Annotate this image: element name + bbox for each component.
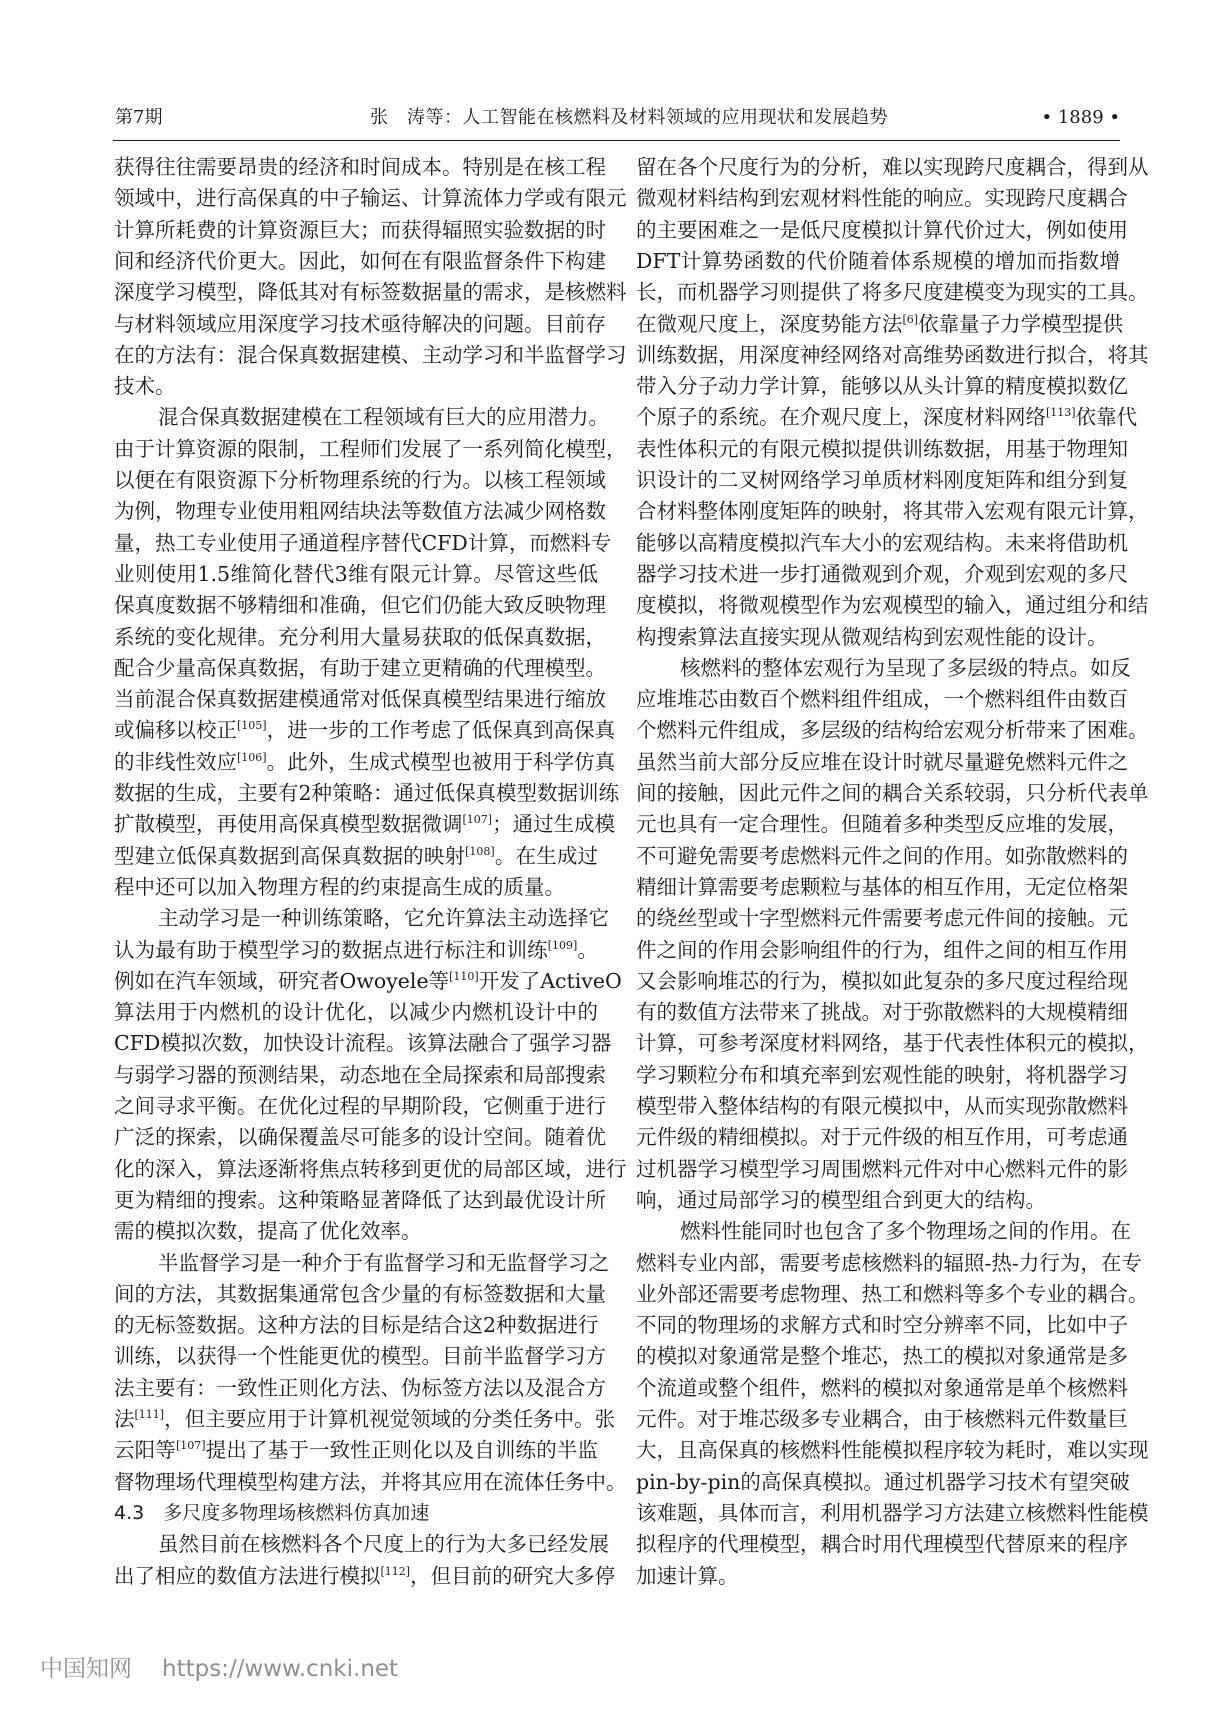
- text-line: 获得往往需要昂贵的经济和时间成本。特别是在核工程: [114, 155, 606, 179]
- text-line: 的无标签数据。这种方法的目标是结合这2种数据进行: [114, 1313, 599, 1338]
- text-line: 不同的物理场的求解方式和时空分辨率不同，比如中子: [636, 1313, 1128, 1338]
- text-line: 训练，以获得一个性能更优的模型。目前半监督学习方: [114, 1344, 606, 1369]
- text-line: 扩散模型，再使用高保真模型数据微调[107]；通过生成模: [114, 812, 616, 837]
- text-line: 间的接触，因此元件之间的耦合关系较弱，只分析代表单: [636, 781, 1149, 805]
- text-line: 的主要困难之一是低尺度模拟计算代价过大，例如使用: [636, 217, 1128, 242]
- citation-ref[interactable]: [6]: [902, 312, 919, 326]
- text-line: 加速计算。: [636, 1563, 739, 1588]
- running-title: 张 涛等：人工智能在核燃料及材料领域的应用现状和发展趋势: [370, 107, 888, 128]
- header-rule: [113, 140, 1120, 141]
- text-line: 间的方法，其数据集通常包含少量的有标签数据和大量: [114, 1281, 606, 1306]
- text-line: 学习颗粒分布和填充率到宏观性能的映射，将机器学习: [636, 1062, 1128, 1087]
- text-line: 微观材料结构到宏观材料性能的响应。实现跨尺度耦合: [636, 186, 1128, 211]
- text-line: 的模拟对象通常是整个堆芯，热工的模拟对象通常是多: [636, 1344, 1128, 1369]
- text-line: 长，而机器学习则提供了将多尺度建模变为现实的工具。: [636, 280, 1149, 305]
- text-line: 留在各个尺度行为的分析，难以实现跨尺度耦合，得到从: [636, 155, 1149, 179]
- text-line: pin-by-pin的高保真模拟。通过机器学习技术有望突破: [636, 1469, 1130, 1494]
- text-line: 型建立低保真数据到高保真数据的映射[108]。在生成过: [114, 843, 599, 868]
- text-line: 保真度数据不够精细和准确，但它们仍能大致反映物理: [114, 593, 606, 618]
- text-line: 出了相应的数值方法进行模拟[112]，但目前的研究大多停: [114, 1563, 616, 1588]
- text-line: 燃料性能同时也包含了多个物理场之间的作用。在: [680, 1219, 1131, 1244]
- text-line: 领域中，进行高保真的中子输运、计算流体力学或有限元: [114, 186, 627, 211]
- text-line: 为例，物理专业使用粗网结块法等数值方法减少网格数: [114, 499, 606, 524]
- text-line: 例如在汽车领域，研究者Owoyele等[110]开发了ActiveO: [114, 968, 622, 993]
- text-line: 个原子的系统。在介观尺度上，深度材料网络[113]依靠代: [636, 405, 1138, 430]
- text-line: 法主要有：一致性正则化方法、伪标签方法以及混合方: [114, 1375, 606, 1400]
- text-line: 带入分子动力学计算，能够以从头计算的精度模拟数亿: [636, 374, 1128, 399]
- text-line: 虽然当前大部分反应堆在设计时就尽量避免燃料元件之: [636, 749, 1128, 774]
- text-line: 训练数据，用深度神经网络对高维势函数进行拟合，将其: [636, 342, 1149, 367]
- text-line: 配合少量高保真数据，有助于建立更精确的代理模型。: [114, 655, 606, 680]
- text-line: 核燃料的整体宏观行为呈现了多层级的特点。如反: [680, 655, 1131, 680]
- issue-number: 第7期: [115, 107, 163, 128]
- text-line: 广泛的探索，以确保覆盖尽可能多的设计空间。随着优: [114, 1125, 606, 1150]
- text-line: 法[111]，但主要应用于计算机视觉领域的分类任务中。张: [114, 1407, 616, 1431]
- citation-ref[interactable]: [107]: [175, 1439, 206, 1453]
- text-line: 认为最有助于模型学习的数据点进行标注和训练[109]。: [114, 937, 598, 962]
- text-line: 当前混合保真数据建模通常对低保真模型结果进行缩放: [114, 687, 606, 712]
- citation-ref[interactable]: [111]: [134, 1408, 165, 1421]
- section-heading: 4.3 多尺度多物理场核燃料仿真加速: [114, 1501, 430, 1524]
- text-line: 更为精细的搜索。这种策略显著降低了达到最优设计所: [114, 1187, 606, 1212]
- text-line: 计算所耗费的计算资源巨大；而获得辐照实验数据的时: [114, 217, 606, 242]
- text-line: 元件。对于堆芯级多专业耦合，由于核燃料元件数量巨: [636, 1407, 1128, 1431]
- text-line: 业外部还需要考虑物理、热工和燃料等多个专业的耦合。: [636, 1281, 1149, 1306]
- text-line: CFD模拟次数，加快设计流程。该算法融合了强学习器: [114, 1031, 612, 1056]
- text-line: 半监督学习是一种介于有监督学习和无监督学习之: [158, 1250, 609, 1275]
- citation-ref[interactable]: [110]: [449, 969, 479, 983]
- text-line: 模型带入整体结构的有限元模拟中，从而实现弥散燃料: [636, 1094, 1128, 1118]
- watermark-url: https://www.cnki.net: [162, 1656, 399, 1682]
- text-line: 算法用于内燃机的设计优化，以减少内燃机设计中的: [114, 1000, 598, 1025]
- text-line: 表性体积元的有限元模拟提供训练数据，用基于物理知: [636, 436, 1128, 461]
- text-line: 督物理场代理模型构建方法，并将其应用在流体任务中。: [114, 1469, 627, 1494]
- text-line: 元也具有一定合理性。但随着多种类型反应堆的发展，: [636, 812, 1128, 837]
- text-line: 有的数值方法带来了挑战。对于弥散燃料的大规模精细: [636, 1000, 1128, 1025]
- text-line: 需的模拟次数，提高了优化效率。: [114, 1219, 422, 1244]
- citation-ref[interactable]: [106]: [237, 750, 267, 764]
- citation-ref[interactable]: [107]: [462, 813, 493, 827]
- text-line: 在的方法有：混合保真数据建模、主动学习和半监督学习: [114, 342, 627, 367]
- citation-ref[interactable]: [113]: [1046, 406, 1076, 420]
- citation-ref[interactable]: [105]: [237, 719, 267, 733]
- text-line: 数据的生成，主要有2种策略：通过低保真模型数据训练: [114, 781, 620, 805]
- text-line: 以便在有限资源下分析物理系统的行为。以核工程领域: [114, 468, 606, 492]
- text-line: 化的深入，算法逐渐将焦点转移到更优的局部区域，进行: [114, 1156, 627, 1181]
- text-line: 的非线性效应[106]。此外，生成式模型也被用于科学仿真: [114, 749, 616, 774]
- text-line: 拟程序的代理模型，耦合时用代理模型代替原来的程序: [636, 1532, 1128, 1557]
- text-line: 深度学习模型，降低其对有标签数据量的需求，是核燃料: [114, 280, 627, 305]
- watermark-site-name: 中国知网: [40, 1656, 132, 1682]
- text-line: 器学习技术进一步打通微观到介观，介观到宏观的多尺: [636, 561, 1128, 586]
- text-line: 与材料领域应用深度学习技术亟待解决的问题。目前存: [114, 311, 606, 336]
- text-line: 能够以高精度模拟汽车大小的宏观结构。未来将借助机: [636, 530, 1128, 555]
- text-line: 由于计算资源的限制，工程师们发展了一系列简化模型，: [114, 436, 627, 461]
- text-line: 或偏移以校正[105]，进一步的工作考虑了低保真到高保真: [114, 718, 616, 743]
- text-line: 系统的变化规律。充分利用大量易获取的低保真数据，: [114, 624, 606, 649]
- text-line: 过机器学习模型学习周围燃料元件对中心燃料元件的影: [636, 1156, 1128, 1181]
- text-line: 量，热工专业使用子通道程序替代CFD计算，而燃料专: [114, 530, 612, 555]
- text-line: 虽然目前在核燃料各个尺度上的行为大多已经发展: [158, 1532, 609, 1557]
- text-line: 识设计的二叉树网络学习单质材料刚度矩阵和组分到复: [636, 468, 1128, 492]
- text-line: 程中还可以加入物理方程的约束提高生成的质量。: [114, 874, 565, 899]
- text-line: 个燃料元件组成，多层级的结构给宏观分析带来了困难。: [636, 718, 1149, 743]
- text-line: 响，通过局部学习的模型组合到更大的结构。: [636, 1187, 1046, 1212]
- text-line: 元件级的精细模拟。对于元件级的相互作用，可考虑通: [636, 1125, 1128, 1150]
- cnki-watermark: [40, 1650, 428, 1683]
- text-line: DFT计算势函数的代价随着体系规模的增加而指数增: [636, 248, 1120, 273]
- text-line: 主动学习是一种训练策略，它允许算法主动选择它: [158, 906, 609, 931]
- text-line: 的绕丝型或十字型燃料元件需要考虑元件间的接触。元: [636, 906, 1128, 931]
- citation-ref[interactable]: [109]: [547, 938, 578, 952]
- citation-ref[interactable]: [112]: [380, 1564, 411, 1578]
- text-line: 应堆堆芯由数百个燃料组件组成，一个燃料组件由数百: [636, 687, 1128, 712]
- text-line: 之间寻求平衡。在优化过程的早期阶段，它侧重于进行: [114, 1094, 606, 1118]
- text-line: 大，且高保真的核燃料性能模拟程序较为耗时，难以实现: [636, 1438, 1149, 1463]
- text-line: 不可避免需要考虑燃料元件之间的作用。如弥散燃料的: [636, 843, 1128, 868]
- page-number: • 1889 •: [1041, 107, 1120, 128]
- text-line: 计算，可参考深度材料网络，基于代表性体积元的模拟，: [636, 1031, 1149, 1056]
- text-line: 构搜索算法直接实现从微观结构到宏观性能的设计。: [636, 624, 1108, 649]
- citation-ref[interactable]: [108]: [465, 844, 495, 858]
- text-line: 技术。: [114, 374, 176, 399]
- text-line: 业则使用1.5维简化替代3维有限元计算。尽管这些低: [114, 561, 598, 586]
- text-line: 精细计算需要考虑颗粒与基体的相互作用，无定位格架: [636, 874, 1128, 899]
- text-line: 合材料整体刚度矩阵的映射，将其带入宏观有限元计算，: [636, 499, 1149, 524]
- text-line: 燃料专业内部，需要考虑核燃料的辐照-热-力行为，在专: [636, 1250, 1142, 1275]
- text-line: 云阳等[107]提出了基于一致性正则化以及自训练的半监: [114, 1438, 599, 1463]
- text-line: 间和经济代价更大。因此，如何在有限监督条件下构建: [114, 248, 606, 273]
- text-line: 混合保真数据建模在工程领域有巨大的应用潜力。: [158, 405, 609, 430]
- text-line: 该难题，具体而言，利用机器学习方法建立核燃料性能模: [636, 1500, 1149, 1525]
- text-line: 与弱学习器的预测结果，动态地在全局探索和局部搜索: [114, 1062, 606, 1087]
- text-line: 个流道或整个组件，燃料的模拟对象通常是单个核燃料: [636, 1375, 1128, 1400]
- text-line: 在微观尺度上，深度势能方法[6]依靠量子力学模型提供: [636, 311, 1124, 336]
- text-line: 件之间的作用会影响组件的行为，组件之间的相互作用: [636, 937, 1128, 962]
- text-line: 度模拟，将微观模型作为宏观模型的输入，通过组分和结: [636, 593, 1149, 618]
- text-line: 又会影响堆芯的行为，模拟如此复杂的多尺度过程给现: [636, 968, 1128, 993]
